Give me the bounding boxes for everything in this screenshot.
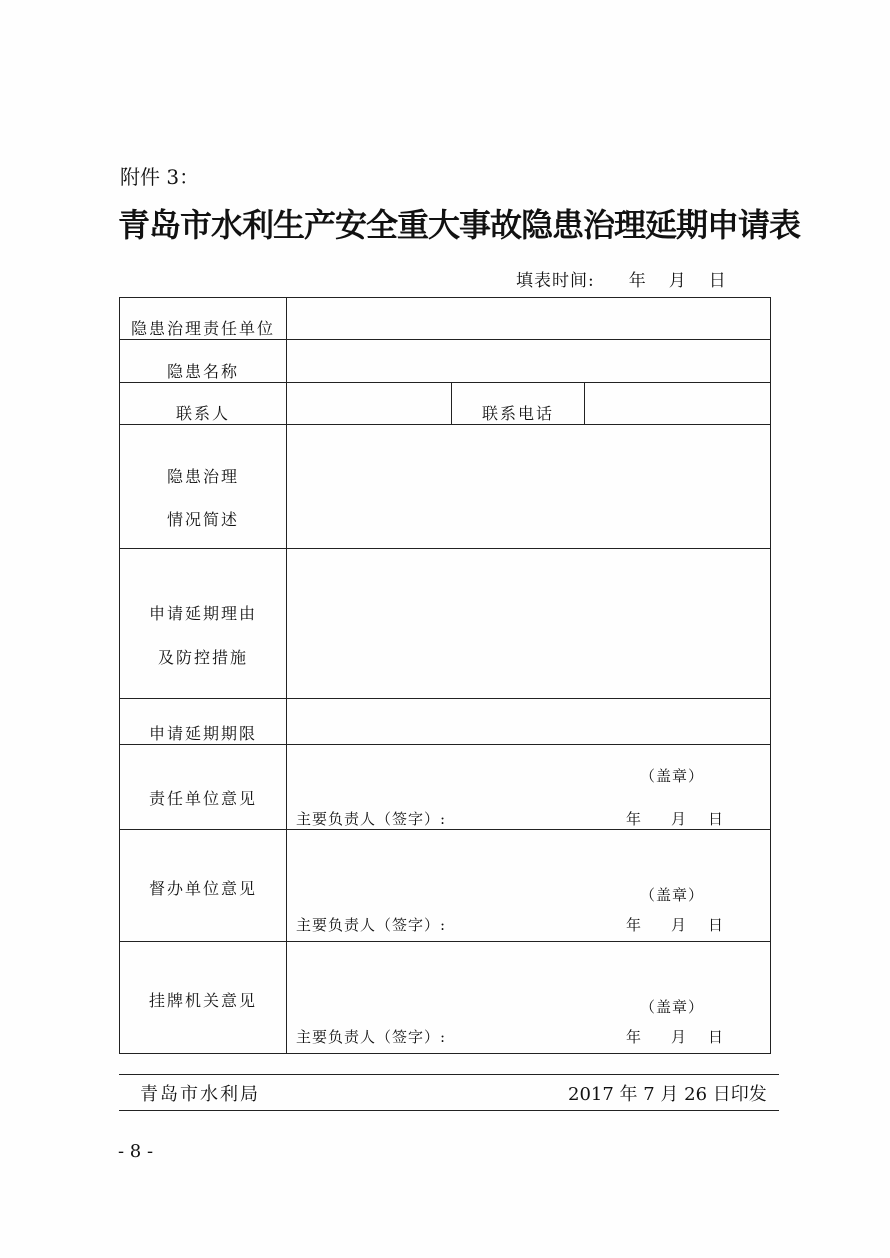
date-2-year: 年 — [626, 916, 642, 934]
row-line-4 — [119, 548, 771, 549]
fill-month: 月 — [668, 271, 687, 291]
page-number: - 8 - — [118, 1141, 154, 1162]
footer-issue-date: 2017 年 7 月 26 日印发 — [568, 1084, 767, 1105]
row-line-5 — [119, 698, 771, 699]
fill-time-label: 填表时间: — [516, 271, 595, 291]
date-1-day: 日 — [708, 810, 724, 828]
row-line-8 — [119, 941, 771, 942]
summary-label-2: 情况简述 — [166, 510, 239, 529]
date-2-month: 月 — [671, 916, 687, 934]
contact-label: 联系人 — [175, 404, 230, 423]
table-border-bottom — [119, 1053, 771, 1054]
date-3-day: 日 — [708, 1028, 724, 1046]
footer-org: 青岛市水利局 — [140, 1084, 260, 1105]
footer-rule-bottom — [119, 1110, 779, 1111]
footer-rule-top — [119, 1074, 779, 1075]
date-2 — [626, 914, 723, 935]
deadline-label: 申请延期期限 — [148, 724, 257, 743]
phone-label: 联系电话 — [481, 404, 554, 423]
fill-year: 年 — [628, 271, 647, 291]
date-1-month: 月 — [671, 810, 687, 828]
date-3-month: 月 — [671, 1028, 687, 1046]
date-2-day: 日 — [708, 916, 724, 934]
date-1-year: 年 — [626, 810, 642, 828]
signer-2: 主要负责人（签字）: — [296, 916, 447, 934]
date-3-year: 年 — [626, 1028, 642, 1046]
row-line-2 — [119, 382, 771, 383]
signer-3: 主要负责人（签字）: — [296, 1028, 447, 1046]
resp-opinion-label: 责任单位意见 — [148, 789, 257, 808]
date-1 — [626, 808, 723, 829]
contact-divider-2 — [584, 382, 585, 424]
attachment-label: 附件 3： — [120, 165, 200, 189]
hazard-name-label: 隐患名称 — [166, 362, 239, 381]
row-line-1 — [119, 339, 771, 340]
reason-label-2: 及防控措施 — [157, 648, 248, 667]
summary-label-1: 隐患治理 — [166, 467, 239, 486]
table-border-top — [119, 297, 771, 298]
row-line-7 — [119, 829, 771, 830]
reason-label-1: 申请延期理由 — [148, 604, 257, 623]
stamp-3: （盖章） — [640, 998, 705, 1016]
supervise-opinion-label: 督办单位意见 — [148, 879, 257, 898]
date-3 — [626, 1026, 723, 1047]
form-title: 青岛市水利生产安全重大事故隐患治理延期申请表 — [118, 206, 801, 244]
listing-opinion-label: 挂牌机关意见 — [148, 991, 257, 1010]
row-line-3 — [119, 424, 771, 425]
stamp-1: （盖章） — [640, 767, 705, 785]
stamp-2: （盖章） — [640, 886, 705, 904]
row-line-6 — [119, 744, 771, 745]
unit-label: 隐患治理责任单位 — [130, 319, 275, 338]
fill-time — [516, 266, 727, 291]
signer-1: 主要负责人（签字）: — [296, 810, 447, 828]
fill-day: 日 — [708, 271, 727, 291]
